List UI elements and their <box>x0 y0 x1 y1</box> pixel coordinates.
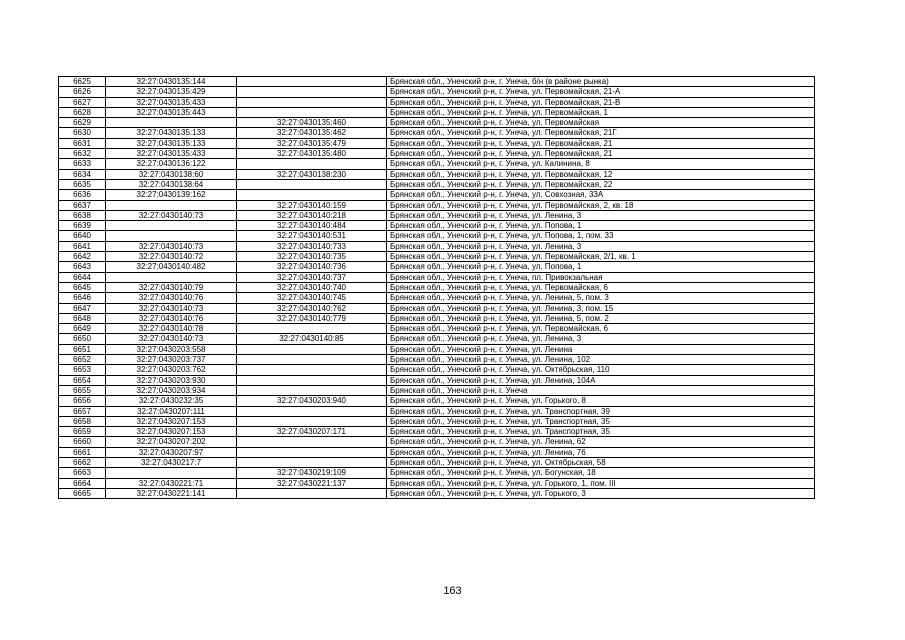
address-cell: Брянская обл., Унечский р-н, г. Унеча, ул. Ленина, 3, пом. 15 <box>387 303 815 313</box>
table-row <box>59 179 815 189</box>
cadastral-number-cell: 32:27:0430135:133 <box>106 128 237 138</box>
row-number-cell: 6655 <box>59 385 106 395</box>
cadastral-number-cell: 32:27:0430140:73 <box>106 241 237 251</box>
cadastral-number-cell: 32:27:0430135:433 <box>106 149 237 159</box>
row-number-cell: 6661 <box>59 447 106 457</box>
address-cell: Брянская обл., Унечский р-н, г. Унеча, ул. Первомайская, 1 <box>387 107 815 117</box>
linked-cadastral-number-cell <box>237 437 387 447</box>
row-number-cell: 6639 <box>59 221 106 231</box>
row-number-cell: 6659 <box>59 427 106 437</box>
cadastral-number-cell: 32:27:0430140:73 <box>106 334 237 344</box>
cadastral-number-cell: 32:27:0430203:737 <box>106 355 237 365</box>
row-number-cell: 6643 <box>59 262 106 272</box>
address-cell: Брянская обл., Унечский р-н, г. Унеча, ул. Первомайская, 21-В <box>387 97 815 107</box>
table-row <box>59 324 815 334</box>
linked-cadastral-number-cell: 32:27:0430140:737 <box>237 272 387 282</box>
row-number-cell: 6650 <box>59 334 106 344</box>
cadastral-number-cell: 32:27:0430135:433 <box>106 97 237 107</box>
address-cell: Брянская обл., Унечский р-н, г. Унеча, ул. Октябрьская, 58 <box>387 457 815 467</box>
table-row <box>59 87 815 97</box>
linked-cadastral-number-cell: 32:27:0430140:779 <box>237 313 387 323</box>
row-number-cell: 6664 <box>59 478 106 488</box>
linked-cadastral-number-cell <box>237 416 387 426</box>
cadastral-number-cell: 32:27:0430140:482 <box>106 262 237 272</box>
row-number-cell: 6636 <box>59 190 106 200</box>
address-cell: Брянская обл., Унечский р-н, г. Унеча, ул. Первомайская, 2, кв. 18 <box>387 200 815 210</box>
cadastral-number-cell: 32:27:0430140:78 <box>106 324 237 334</box>
row-number-cell: 6649 <box>59 324 106 334</box>
address-cell: Брянская обл., Унечский р-н, г. Унеча, ул. Попова, 1 <box>387 262 815 272</box>
row-number-cell: 6651 <box>59 344 106 354</box>
address-cell: Брянская обл., Унечский р-н, г. Унеча, ул. Ленина, 102 <box>387 355 815 365</box>
table-row <box>59 355 815 365</box>
cadastral-number-cell: 32:27:0430232:35 <box>106 396 237 406</box>
registry-table <box>58 76 815 499</box>
registry-table-body <box>59 77 815 499</box>
address-cell: Брянская обл., Унечский р-н, г. Унеча, ул. Ленина, 76 <box>387 447 815 457</box>
linked-cadastral-number-cell <box>237 77 387 87</box>
table-row <box>59 396 815 406</box>
linked-cadastral-number-cell: 32:27:0430221:137 <box>237 478 387 488</box>
table-row <box>59 478 815 488</box>
row-number-cell: 6633 <box>59 159 106 169</box>
address-cell: Брянская обл., Унечский р-н, г. Унеча, ул. Первомайская, 21Г <box>387 128 815 138</box>
linked-cadastral-number-cell: 32:27:0430135:462 <box>237 128 387 138</box>
linked-cadastral-number-cell: 32:27:0430135:460 <box>237 118 387 128</box>
address-cell: Брянская обл., Унечский р-н, г. Унеча, ул. Первомайская, 22 <box>387 179 815 189</box>
cadastral-number-cell: 32:27:0430207:111 <box>106 406 237 416</box>
cadastral-number-cell: 32:27:0430140:72 <box>106 252 237 262</box>
cadastral-number-cell: 32:27:0430140:73 <box>106 303 237 313</box>
linked-cadastral-number-cell <box>237 324 387 334</box>
address-cell: Брянская обл., Унечский р-н, г. Унеча, ул. Первомайская, 6 <box>387 324 815 334</box>
address-cell: Брянская обл., Унечский р-н, г. Унеча, ул. Горького, 1, пом. III <box>387 478 815 488</box>
row-number-cell: 6652 <box>59 355 106 365</box>
table-row <box>59 77 815 87</box>
row-number-cell: 6634 <box>59 169 106 179</box>
table-row <box>59 447 815 457</box>
linked-cadastral-number-cell: 32:27:0430140:733 <box>237 241 387 251</box>
row-number-cell: 6642 <box>59 252 106 262</box>
address-cell: Брянская обл., Унечский р-н, г. Унеча, ул. Октябрьская, 110 <box>387 365 815 375</box>
address-cell: Брянская обл., Унечский р-н, г. Унеча, ул. Первомайская, 12 <box>387 169 815 179</box>
address-cell: Брянская обл., Унечский р-н, г. Унеча, ул. Попова, 1 <box>387 221 815 231</box>
row-number-cell: 6627 <box>59 97 106 107</box>
cadastral-number-cell: 32:27:0430135:429 <box>106 87 237 97</box>
cadastral-number-cell: 32:27:0430138:60 <box>106 169 237 179</box>
address-cell: Брянская обл., Унечский р-н, г. Унеча, пл. Привокзальная <box>387 272 815 282</box>
linked-cadastral-number-cell: 32:27:0430140:531 <box>237 231 387 241</box>
linked-cadastral-number-cell: 32:27:0430140:735 <box>237 252 387 262</box>
linked-cadastral-number-cell: 32:27:0430219:109 <box>237 468 387 478</box>
table-row <box>59 488 815 498</box>
table-row <box>59 375 815 385</box>
table-row <box>59 128 815 138</box>
address-cell: Брянская обл., Унечский р-н, г. Унеча, ул. Ленина, 104А <box>387 375 815 385</box>
row-number-cell: 6635 <box>59 179 106 189</box>
row-number-cell: 6645 <box>59 282 106 292</box>
table-row <box>59 468 815 478</box>
address-cell: Брянская обл., Унечский р-н, г. Унеча, ул. Первомайская, 21 <box>387 138 815 148</box>
cadastral-number-cell: 32:27:0430139:162 <box>106 190 237 200</box>
row-number-cell: 6658 <box>59 416 106 426</box>
cadastral-number-cell: 32:27:0430221:141 <box>106 488 237 498</box>
linked-cadastral-number-cell <box>237 447 387 457</box>
linked-cadastral-number-cell <box>237 385 387 395</box>
table-row <box>59 97 815 107</box>
linked-cadastral-number-cell <box>237 344 387 354</box>
row-number-cell: 6631 <box>59 138 106 148</box>
table-row <box>59 138 815 148</box>
row-number-cell: 6646 <box>59 293 106 303</box>
row-number-cell: 6641 <box>59 241 106 251</box>
cadastral-number-cell: 32:27:0430207:97 <box>106 447 237 457</box>
linked-cadastral-number-cell <box>237 488 387 498</box>
table-row <box>59 262 815 272</box>
address-cell: Брянская обл., Унечский р-н, г. Унеча, ул. Ленина, 5, пом. 3 <box>387 293 815 303</box>
row-number-cell: 6640 <box>59 231 106 241</box>
cadastral-number-cell: 32:27:0430221:71 <box>106 478 237 488</box>
address-cell: Брянская обл., Унечский р-н, г. Унеча, ул. Совхозная, 33А <box>387 190 815 200</box>
address-cell: Брянская обл., Унечский р-н, г. Унеча, ул. Ленина, 5, пом. 2 <box>387 313 815 323</box>
address-cell: Брянская обл., Унечский р-н, г. Унеча, ул. Первомайская, 21-А <box>387 87 815 97</box>
cadastral-number-cell: 32:27:0430140:76 <box>106 313 237 323</box>
address-cell: Брянская обл., Унечский р-н, г. Унеча <box>387 385 815 395</box>
table-row <box>59 210 815 220</box>
table-row <box>59 272 815 282</box>
row-number-cell: 6647 <box>59 303 106 313</box>
linked-cadastral-number-cell <box>237 87 387 97</box>
table-row <box>59 282 815 292</box>
address-cell: Брянская обл., Унечский р-н, г. Унеча, ул. Первомайская <box>387 118 815 128</box>
linked-cadastral-number-cell <box>237 159 387 169</box>
address-cell: Брянская обл., Унечский р-н, г. Унеча, ул. Транспортная, 35 <box>387 427 815 437</box>
table-row <box>59 190 815 200</box>
table-row <box>59 344 815 354</box>
cadastral-number-cell <box>106 221 237 231</box>
table-row <box>59 159 815 169</box>
row-number-cell: 6629 <box>59 118 106 128</box>
table-row <box>59 149 815 159</box>
address-cell: Брянская обл., Унечский р-н, г. Унеча, б/н (в районе рынка) <box>387 77 815 87</box>
cadastral-number-cell: 32:27:0430140:73 <box>106 210 237 220</box>
row-number-cell: 6644 <box>59 272 106 282</box>
linked-cadastral-number-cell <box>237 355 387 365</box>
cadastral-number-cell <box>106 200 237 210</box>
table-row <box>59 457 815 467</box>
cadastral-number-cell: 32:27:0430135:133 <box>106 138 237 148</box>
linked-cadastral-number-cell: 32:27:0430140:762 <box>237 303 387 313</box>
table-row <box>59 169 815 179</box>
address-cell: Брянская обл., Унечский р-н, г. Унеча, ул. Ленина, 3 <box>387 334 815 344</box>
linked-cadastral-number-cell: 32:27:0430140:736 <box>237 262 387 272</box>
row-number-cell: 6656 <box>59 396 106 406</box>
address-cell: Брянская обл., Унечский р-н, г. Унеча, ул. Горького, 8 <box>387 396 815 406</box>
linked-cadastral-number-cell <box>237 365 387 375</box>
row-number-cell: 6638 <box>59 210 106 220</box>
table-row <box>59 427 815 437</box>
address-cell: Брянская обл., Унечский р-н, г. Унеча, ул. Богунская, 18 <box>387 468 815 478</box>
address-cell: Брянская обл., Унечский р-н, г. Унеча, ул. Ленина, 3 <box>387 241 815 251</box>
linked-cadastral-number-cell: 32:27:0430140:218 <box>237 210 387 220</box>
linked-cadastral-number-cell: 32:27:0430140:159 <box>237 200 387 210</box>
row-number-cell: 6657 <box>59 406 106 416</box>
cadastral-number-cell: 32:27:0430207:153 <box>106 416 237 426</box>
cadastral-number-cell <box>106 468 237 478</box>
address-cell: Брянская обл., Унечский р-н, г. Унеча, ул. Первомайская, 2/1, кв. 1 <box>387 252 815 262</box>
table-row <box>59 313 815 323</box>
row-number-cell: 6662 <box>59 457 106 467</box>
table-row <box>59 231 815 241</box>
table-row <box>59 252 815 262</box>
table-row <box>59 334 815 344</box>
linked-cadastral-number-cell: 32:27:0430140:484 <box>237 221 387 231</box>
row-number-cell: 6660 <box>59 437 106 447</box>
address-cell: Брянская обл., Унечский р-н, г. Унеча, ул. Горького, 3 <box>387 488 815 498</box>
table-row <box>59 385 815 395</box>
linked-cadastral-number-cell: 32:27:0430140:85 <box>237 334 387 344</box>
linked-cadastral-number-cell: 32:27:0430135:479 <box>237 138 387 148</box>
row-number-cell: 6625 <box>59 77 106 87</box>
table-row <box>59 406 815 416</box>
cadastral-number-cell: 32:27:0430140:76 <box>106 293 237 303</box>
address-cell: Брянская обл., Унечский р-н, г. Унеча, ул. Ленина, 62 <box>387 437 815 447</box>
row-number-cell: 6630 <box>59 128 106 138</box>
linked-cadastral-number-cell <box>237 406 387 416</box>
table-row <box>59 293 815 303</box>
linked-cadastral-number-cell: 32:27:0430140:740 <box>237 282 387 292</box>
cadastral-number-cell: 32:27:0430203:934 <box>106 385 237 395</box>
linked-cadastral-number-cell <box>237 97 387 107</box>
linked-cadastral-number-cell <box>237 107 387 117</box>
table-row <box>59 107 815 117</box>
row-number-cell: 6637 <box>59 200 106 210</box>
linked-cadastral-number-cell <box>237 179 387 189</box>
page-number: 163 <box>443 585 462 597</box>
table-row <box>59 416 815 426</box>
cadastral-number-cell: 32:27:0430207:202 <box>106 437 237 447</box>
table-row <box>59 221 815 231</box>
address-cell: Брянская обл., Унечский р-н, г. Унеча, ул. Калинина, 8 <box>387 159 815 169</box>
table-row <box>59 200 815 210</box>
table-row <box>59 118 815 128</box>
address-cell: Брянская обл., Унечский р-н, г. Унеча, ул. Транспортная, 35 <box>387 416 815 426</box>
address-cell: Брянская обл., Унечский р-н, г. Унеча, ул. Первомайская, 6 <box>387 282 815 292</box>
cadastral-number-cell: 32:27:0430136:122 <box>106 159 237 169</box>
cadastral-number-cell: 32:27:0430140:79 <box>106 282 237 292</box>
linked-cadastral-number-cell <box>237 190 387 200</box>
cadastral-number-cell: 32:27:0430203:930 <box>106 375 237 385</box>
linked-cadastral-number-cell: 32:27:0430140:745 <box>237 293 387 303</box>
linked-cadastral-number-cell: 32:27:0430138:230 <box>237 169 387 179</box>
row-number-cell: 6653 <box>59 365 106 375</box>
cadastral-number-cell <box>106 231 237 241</box>
cadastral-number-cell: 32:27:0430138:64 <box>106 179 237 189</box>
linked-cadastral-number-cell: 32:27:0430135:480 <box>237 149 387 159</box>
row-number-cell: 6648 <box>59 313 106 323</box>
cadastral-number-cell: 32:27:0430203:558 <box>106 344 237 354</box>
cadastral-number-cell: 32:27:0430217:7 <box>106 457 237 467</box>
cadastral-number-cell <box>106 272 237 282</box>
row-number-cell: 6628 <box>59 107 106 117</box>
address-cell: Брянская обл., Унечский р-н, г. Унеча, ул. Транспортная, 39 <box>387 406 815 416</box>
row-number-cell: 6663 <box>59 468 106 478</box>
row-number-cell: 6626 <box>59 87 106 97</box>
cadastral-number-cell: 32:27:0430203:762 <box>106 365 237 375</box>
row-number-cell: 6632 <box>59 149 106 159</box>
cadastral-number-cell: 32:27:0430135:144 <box>106 77 237 87</box>
table-row <box>59 241 815 251</box>
address-cell: Брянская обл., Унечский р-н, г. Унеча, ул. Ленина <box>387 344 815 354</box>
cadastral-number-cell <box>106 118 237 128</box>
cadastral-number-cell: 32:27:0430207:153 <box>106 427 237 437</box>
linked-cadastral-number-cell: 32:27:0430207:171 <box>237 427 387 437</box>
linked-cadastral-number-cell <box>237 375 387 385</box>
linked-cadastral-number-cell <box>237 457 387 467</box>
cadastral-number-cell: 32:27:0430135:443 <box>106 107 237 117</box>
row-number-cell: 6654 <box>59 375 106 385</box>
row-number-cell: 6665 <box>59 488 106 498</box>
table-row <box>59 365 815 375</box>
address-cell: Брянская обл., Унечский р-н, г. Унеча, ул. Попова, 1, пом. 33 <box>387 231 815 241</box>
linked-cadastral-number-cell: 32:27:0430203:940 <box>237 396 387 406</box>
address-cell: Брянская обл., Унечский р-н, г. Унеча, ул. Ленина, 3 <box>387 210 815 220</box>
table-row <box>59 437 815 447</box>
address-cell: Брянская обл., Унечский р-н, г. Унеча, ул. Первомайская, 21 <box>387 149 815 159</box>
table-row <box>59 303 815 313</box>
